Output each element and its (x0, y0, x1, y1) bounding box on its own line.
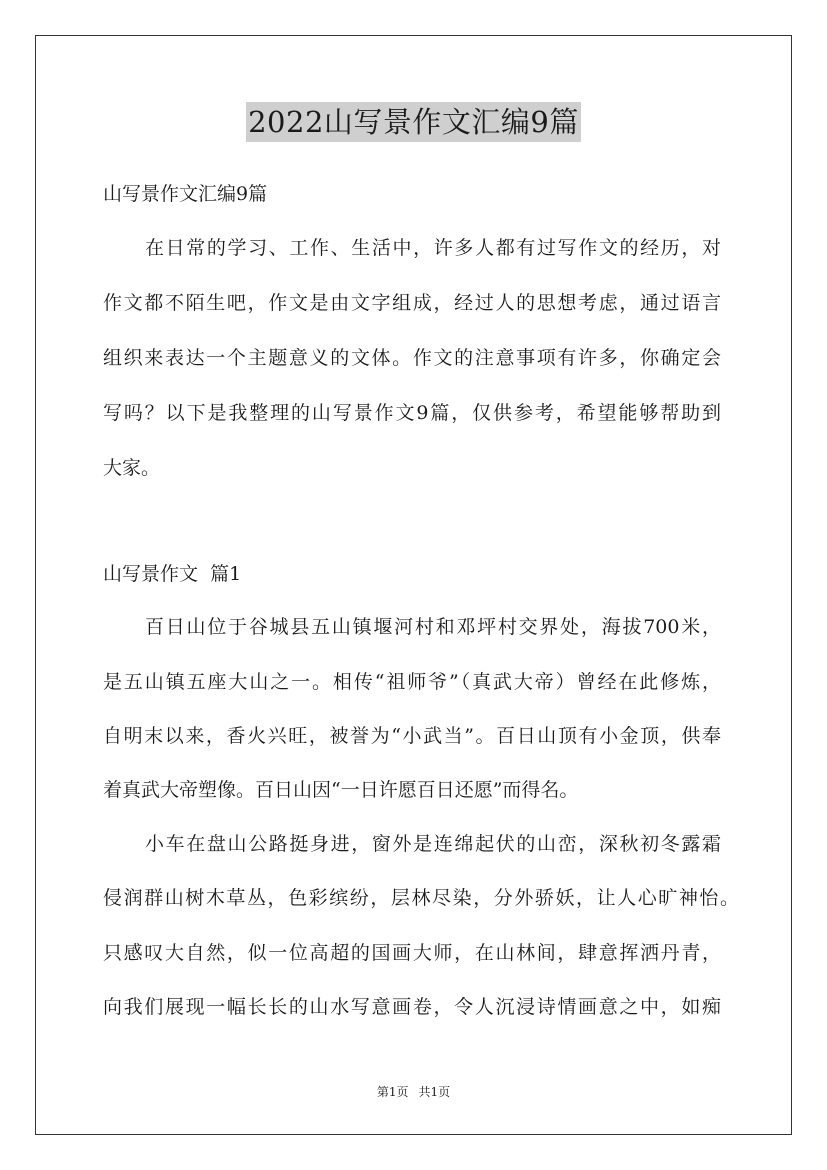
intro-line: 大家。 (103, 457, 161, 479)
intro-line: 写吗？以下是我整理的山写景作文9篇，仅供参考，希望能够帮助到 (103, 402, 721, 424)
paragraph-line: 向我们展现一幅长长的山水写意画卷，令人沉浸诗情画意之中，如痴 (103, 996, 721, 1018)
intro-line: 在日常的学习、工作、生活中，许多人都有过写作文的经历，对 (145, 237, 721, 259)
page-footer (0, 1083, 827, 1100)
intro-line: 作文都不陌生吧，作文是由文字组成，经过人的思想考虑，通过语言 (103, 292, 721, 314)
paragraph-line: 小车在盘山公路挺身进，窗外是连绵起伏的山峦，深秋初冬露霜 (145, 833, 721, 855)
paragraph-line: 侵润群山树木草丛，色彩缤纷，层林尽染，分外骄妖，让人心旷神怡。 (103, 887, 739, 909)
intro-line: 组织来表达一个主题意义的文体。作文的注意事项有许多，你确定会 (103, 347, 721, 369)
paragraph-line: 是五山镇五座大山之一。相传“祖师爷”（真武大帝）曾经在此修炼， (103, 671, 721, 693)
subtitle: 山写景作文汇编9篇 (103, 183, 268, 205)
title-block (0, 102, 827, 142)
page-total: 共1页 (418, 1085, 451, 1099)
section-heading: 山写景作文 篇1 (103, 563, 242, 585)
paragraph-line: 百日山位于谷城县五山镇堰河村和邓坪村交界处，海拔700米， (145, 616, 721, 638)
page-number: 第1页 (376, 1085, 409, 1099)
paragraph-line: 着真武大帝塑像。百日山因“一日许愿百日还愿”而得名。 (103, 779, 579, 801)
paragraph-line: 自明末以来，香火兴旺，被誉为“小武当”。百日山顶有小金顶，供奉 (103, 725, 721, 747)
paragraph-line: 只感叹大自然，似一位高超的国画大师，在山林间，肆意挥洒丹青， (103, 942, 721, 964)
document-title: 2022山写景作文汇编9篇 (246, 102, 581, 142)
